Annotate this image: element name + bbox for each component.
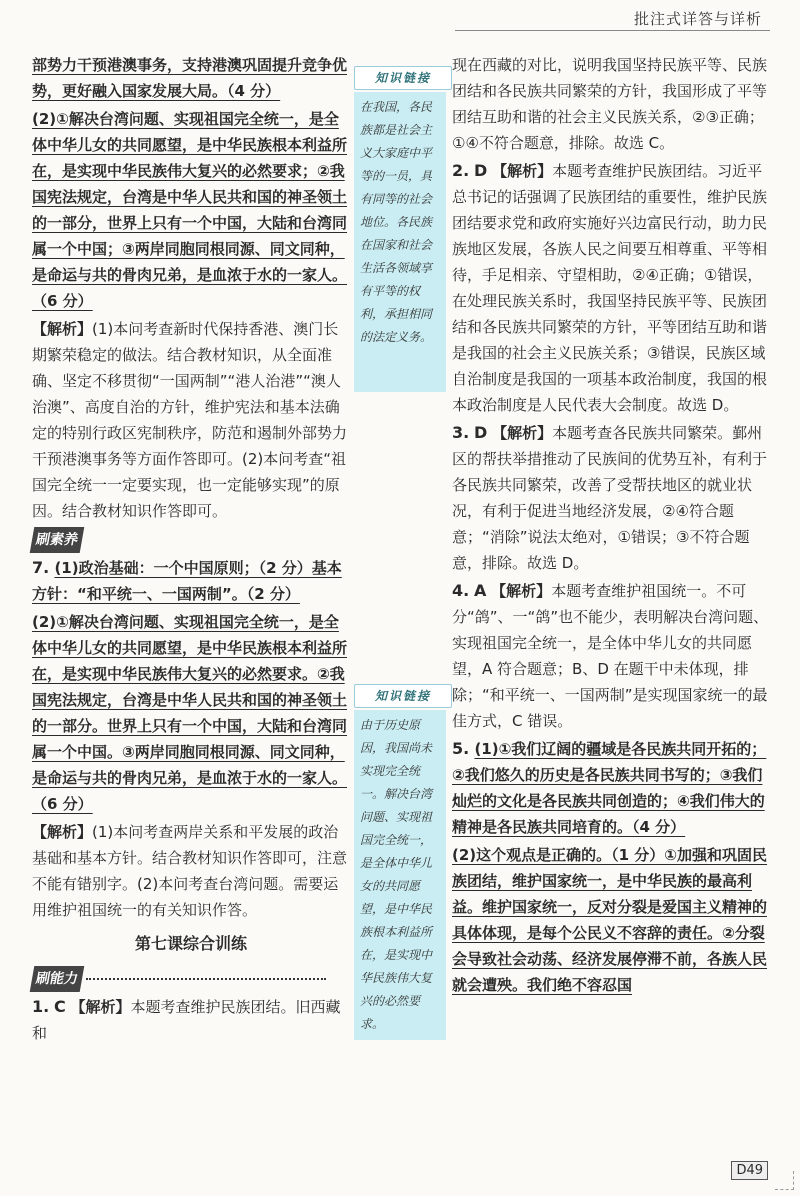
knowledge-box-1	[354, 92, 446, 392]
shua-suyang-heading	[32, 526, 350, 553]
page-number: D49	[731, 1161, 768, 1180]
analysis-1	[32, 316, 350, 524]
question-7-a	[32, 555, 350, 607]
question-4	[452, 578, 770, 734]
answer-continuation: 部势力干预港澳事务，支持港澳巩固提升竞争优势，更好融入国家发展大局。（4 分）	[32, 56, 348, 100]
q2-analysis-tag: 【解析】	[492, 162, 553, 180]
section-title: 第七课综合训练	[134, 934, 247, 953]
page-corner-mark	[775, 1171, 794, 1190]
q4-answer: A	[474, 581, 487, 600]
left-column	[32, 52, 350, 1048]
question-5-b: (2)这个观点是正确的。（1 分）①加强和巩固民族团结，维护国家统一，是中华民族的最高利益。维护国家统一，反对分裂是爱国主义精神的具体体现，是每个公民义不容辞的责任。②分裂会导致社会动荡、经济发展停滞不前，各族人民就会遭殃。我们绝不容忍国	[452, 846, 768, 994]
question-7-b: (2)①解决台湾问题、实现祖国完全统一，是全体中华儿女的共同愿望，是中华民族根本利益所在，是实现中华民族伟大复兴的必然要求。②我国宪法规定，台湾是中华人民共和国的神圣领土的一部分。世界上只有一个中国，大陆和台湾同属一个中国。③两岸同胞同根同源、同文同种，是命运与共的骨肉兄弟，是血浓于水的一家人。（6 分）	[32, 613, 348, 813]
right-column	[452, 52, 770, 1000]
q1-number: 1.	[32, 997, 50, 1016]
knowledge-text-1: 在我国，各民族都是社会主义大家庭中平等的一员，具有同等的社会地位。各民族在国家和社会生活各领域享有平等的权利，承担相同的法定义务。	[360, 100, 433, 344]
q5-number: 5.	[452, 739, 470, 758]
q1-continuation: 现在西藏的对比，说明我国坚持民族平等、民族团结和各民族共同繁荣的方针，我国形成了平等团结互助和谐的社会主义民族关系，②③正确；①④不符合题意，排除。故选 C。	[452, 56, 768, 152]
q4-analysis-tag: 【解析】	[491, 582, 552, 600]
q1-answer: C	[54, 997, 66, 1016]
q4-number: 4.	[452, 581, 470, 600]
q2-answer: D	[474, 161, 488, 180]
q2-number: 2.	[452, 161, 470, 180]
knowledge-link-tab-1: 知识链接	[354, 66, 452, 90]
q1-text: 本题考查维护民族团结。旧西藏和	[32, 998, 341, 1042]
shua-nengli-label: 刷能力	[30, 966, 85, 992]
answer-part-2: (2)①解决台湾问题、实现祖国完全统一，是全体中华儿女的共同愿望，是中华民族根本利益所在，是实现中华民族伟大复兴的必然要求；②我国宪法规定，台湾是中华人民共和国的神圣领土的一部分，世界上只有一个中国，大陆和台湾同属一个中国；③两岸同胞同根同源、同文同种，是命运与共的骨肉兄弟，是血浓于水的一家人。（6 分）	[32, 110, 348, 310]
q2-text: 本题考查维护民族团结。习近平总书记的话强调了民族团结的重要性，维护民族团结要求党和政府实施好兴边富民行动，助力民族地区发展，各族人民之间要互相尊重、平等相待，手足相亲、守望相助，②④正确；①错误，在处理民族关系时，我国坚持民族平等、民族团结和各民族共同繁荣的方针，平等团结互助和谐是我国的社会主义民族关系；③错误，民族区域自治制度是我国的一项基本政治制度，我国的根本政治制度是人民代表大会制度。故选 D。	[452, 162, 768, 414]
page-header: 批注式详答与详析	[633, 10, 762, 28]
dotted-divider	[86, 978, 326, 980]
knowledge-link-tab-2: 知识链接	[354, 684, 452, 708]
question-2	[452, 158, 770, 418]
question-3	[452, 420, 770, 576]
knowledge-box-2	[354, 710, 446, 1040]
q3-text: 本题考查各民族共同繁荣。鄞州区的帮扶举措推动了民族间的优势互补，有利于各民族共同繁荣，改善了受帮扶地区的就业状况，有利于促进当地经济发展，②④符合题意；“消除”说法太绝对，①错误；③不符合题意，排除。故选 D。	[452, 424, 768, 572]
q7-part-1: (1)政治基础：一个中国原则；（2 分）基本方针：“和平统一、一国两制”。（2 分）	[32, 559, 342, 603]
shua-nengli-heading	[32, 965, 350, 992]
question-5-a	[452, 736, 770, 840]
q7-number: 7.	[32, 558, 50, 577]
q7-analysis-tag: 【解析】	[32, 823, 93, 841]
q1-analysis-tag: 【解析】	[70, 998, 131, 1016]
question-1	[32, 994, 350, 1046]
q7-analysis-text: (1)本问考查两岸关系和平发展的政治基础和基本方针。结合教材知识作答即可，注意不能有错别字。(2)本问考查台湾问题。需要运用维护祖国统一的有关知识作答。	[32, 823, 348, 919]
q4-text: 本题考查维护祖国统一。不可分“鸽”、一“鸽”也不能少，表明解决台湾问题、实现祖国完全统一，是全体中华儿女的共同愿望，A 符合题意；B、D 在题干中未体现，排除；“和平统一、一国两制”是实现国家统一的最佳方式，C 错误。	[452, 582, 769, 730]
shua-suyang-label: 刷素养	[30, 527, 85, 553]
q3-analysis-tag: 【解析】	[492, 424, 553, 442]
header-rule	[455, 30, 770, 31]
q3-answer: D	[474, 423, 488, 442]
q3-number: 3.	[452, 423, 470, 442]
question-7-analysis	[32, 819, 350, 923]
analysis-text: (1)本问考查新时代保持香港、澳门长期繁荣稳定的做法。结合教材知识，从全面准确、坚定不移贯彻“一国两制”“港人治港”“澳人治澳”、高度自治的方针，维护宪法和基本法确定的特别行政区宪制秩序，防范和遏制外部势力干预港澳事务等方面作答即可。(2)本问考查“祖国完全统一一定要实现，也一定能够实现”的原因。结合教材知识作答即可。	[32, 320, 348, 520]
q5-part-1: (1)①我们辽阔的疆域是各民族共同开拓的；②我们悠久的历史是各民族共同书写的；③我们灿烂的文化是各民族共同创造的；④我们伟大的精神是各民族共同培育的。（4 分）	[452, 740, 767, 836]
analysis-tag: 【解析】	[32, 320, 93, 338]
knowledge-text-2: 由于历史原因，我国尚未实现完全统一。解决台湾问题、实现祖国完全统一，是全体中华儿女的共同愿望，是中华民族根本利益所在，是实现中华民族伟大复兴的必然要求。	[360, 718, 433, 1031]
